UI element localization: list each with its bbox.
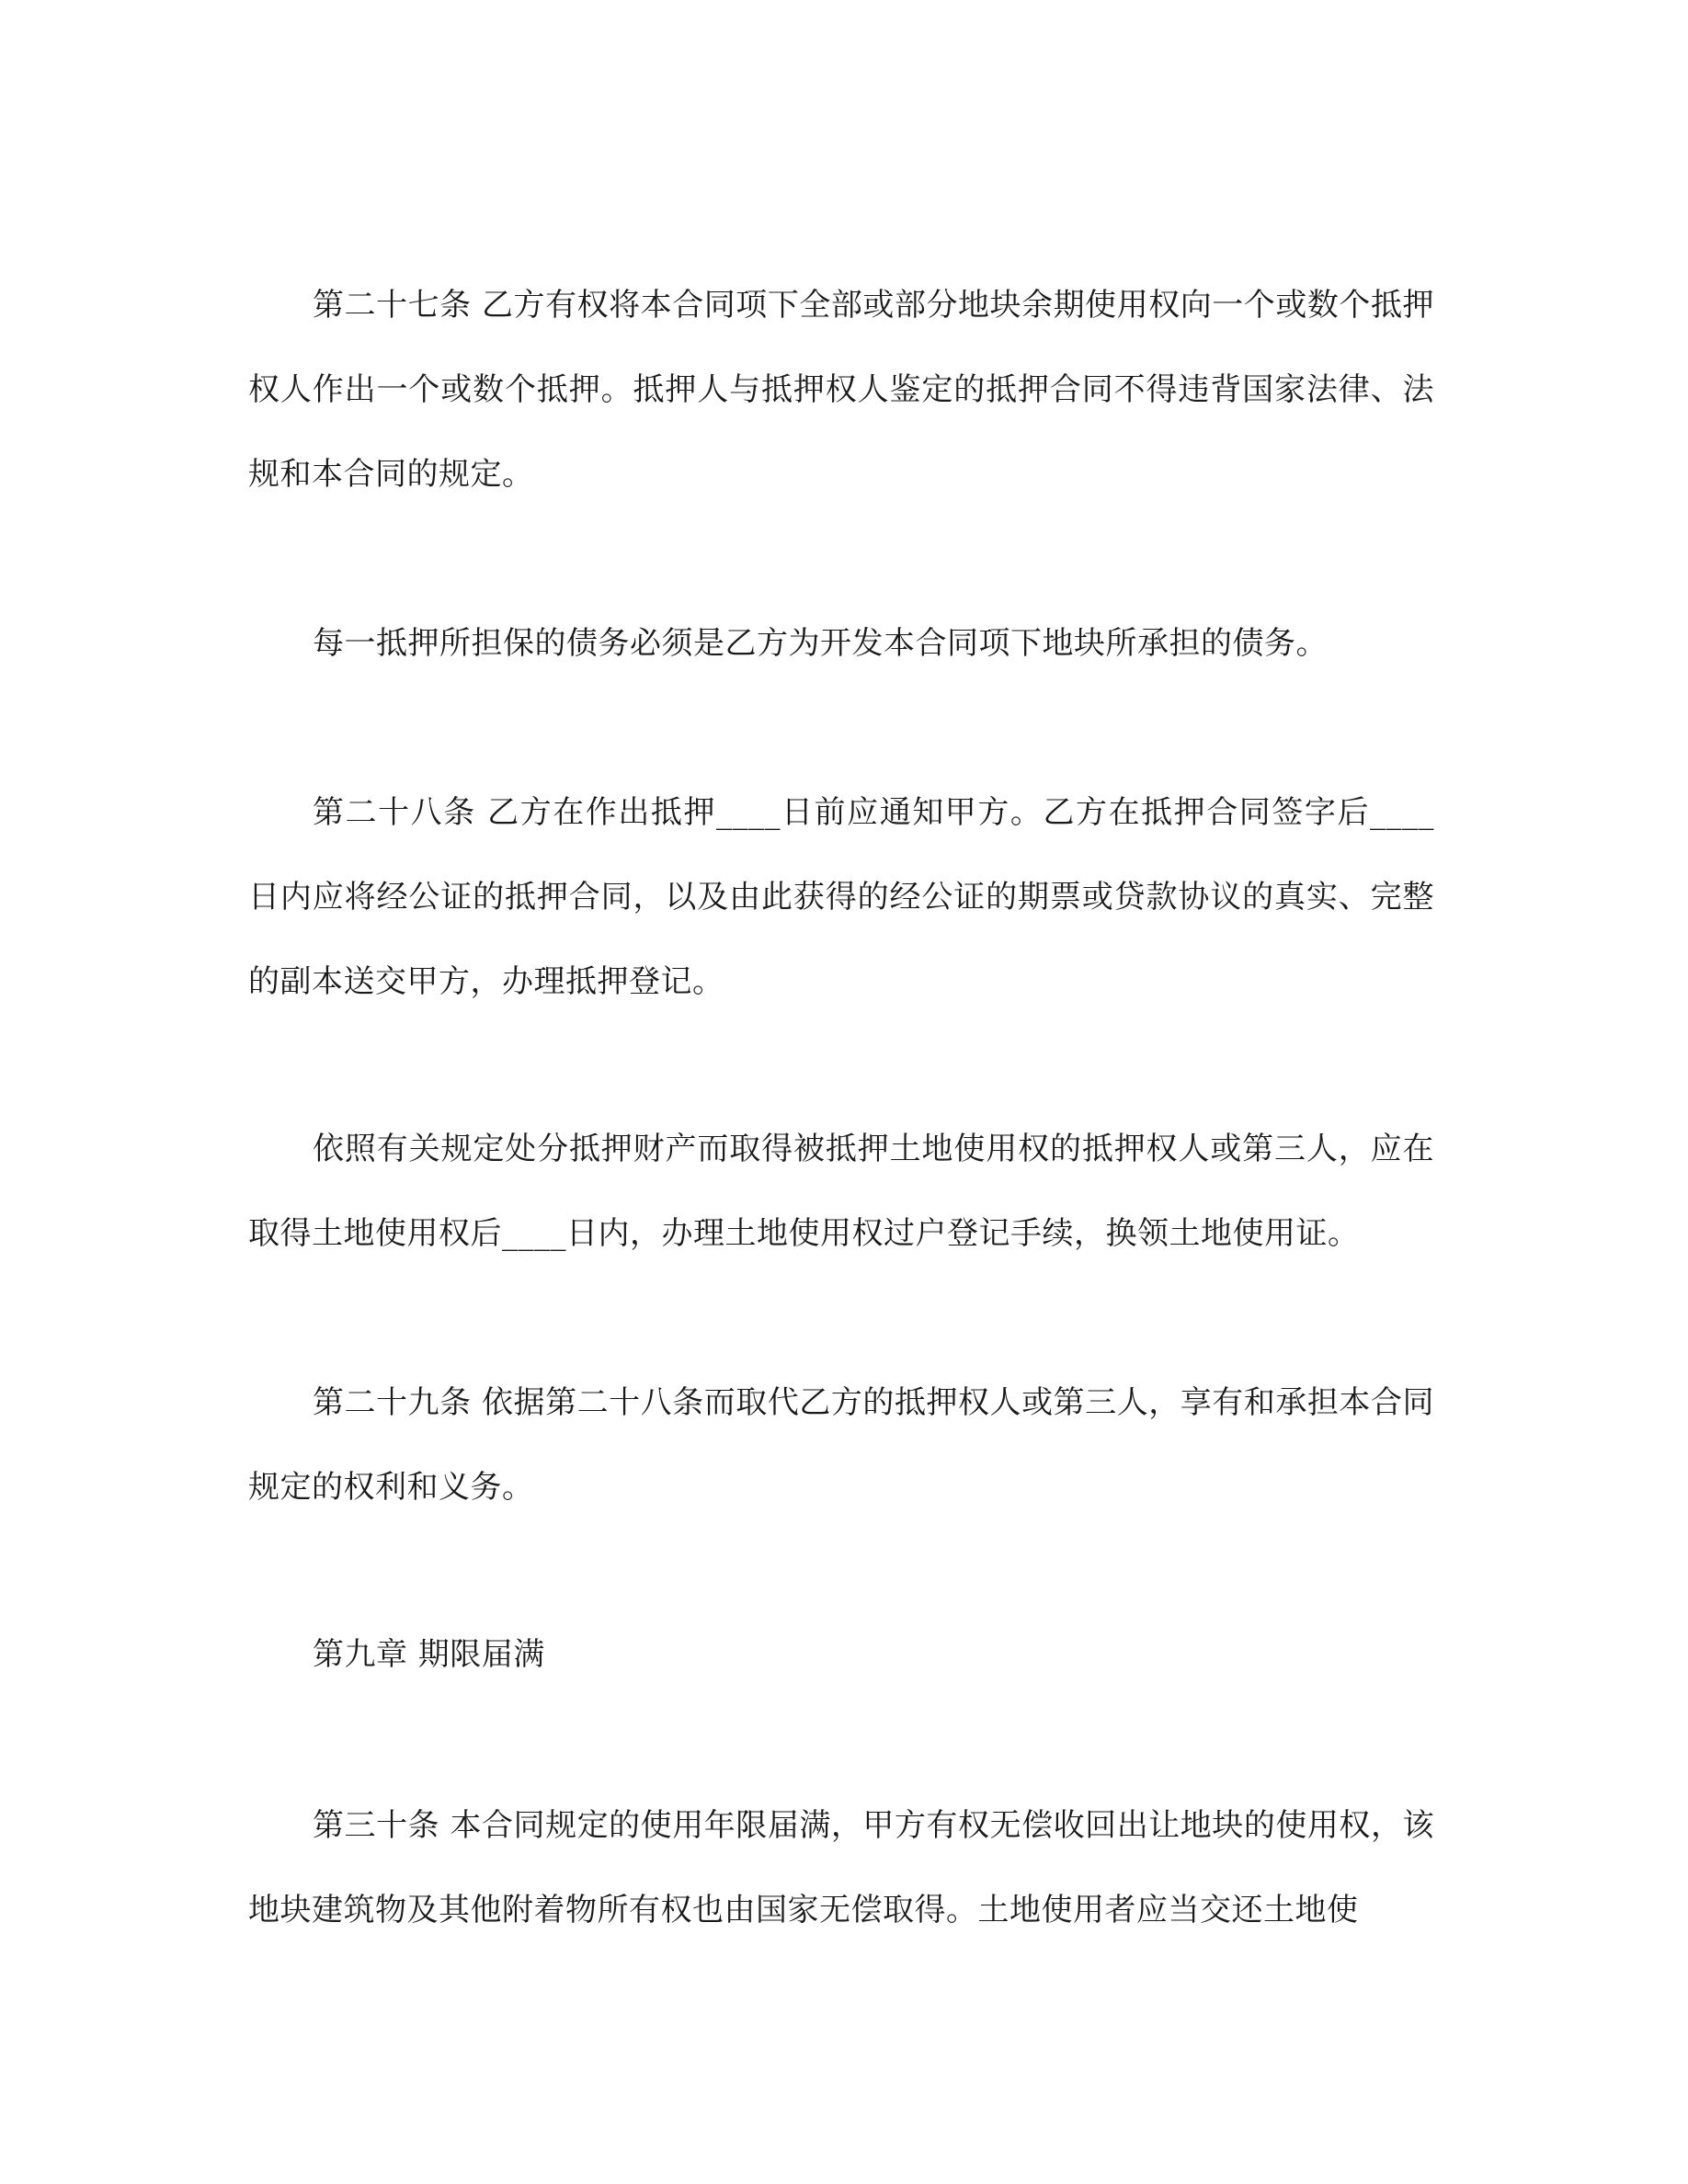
- article-30-paragraph: 第三十条 本合同规定的使用年限届满，甲方有权无偿收回出让地块的使用权，该地块建筑物及其他附着物所有权也由国家无偿取得。土地使用者应当交还土地使: [248, 1807, 1434, 1928]
- article-27-paragraph-1: 第二十七条 乙方有权将本合同项下全部或部分地块余期使用权向一个或数个抵押权人作出一个或数个抵押。抵押人与抵押权人鉴定的抵押合同不得违背国家法律、法规和本合同的规定。: [248, 287, 1434, 493]
- article-27-paragraph-2: 每一抵押所担保的债务必须是乙方为开发本合同项下地块所承担的债务。: [313, 625, 1328, 662]
- article-28-paragraph-2: 依照有关规定处分抵押财产而取得被抵押土地使用权的抵押权人或第三人，应在取得土地使用权后____日内，办理土地使用权过户登记手续，换领土地使用证。: [248, 1131, 1434, 1252]
- article-29-paragraph: 第二十九条 依据第二十八条而取代乙方的抵押权人或第三人，享有和承担本合同规定的权利和义务。: [248, 1384, 1434, 1506]
- chapter-heading: 第九章 期限届满: [313, 1636, 545, 1673]
- article-28-paragraph-1: 第二十八条 乙方在作出抵押____日前应通知甲方。乙方在抵押合同签字后____日内应将经公证的抵押合同，以及由此获得的经公证的期票或贷款协议的真实、完整的副本送交甲方，办理抵押登记。: [248, 794, 1434, 1000]
